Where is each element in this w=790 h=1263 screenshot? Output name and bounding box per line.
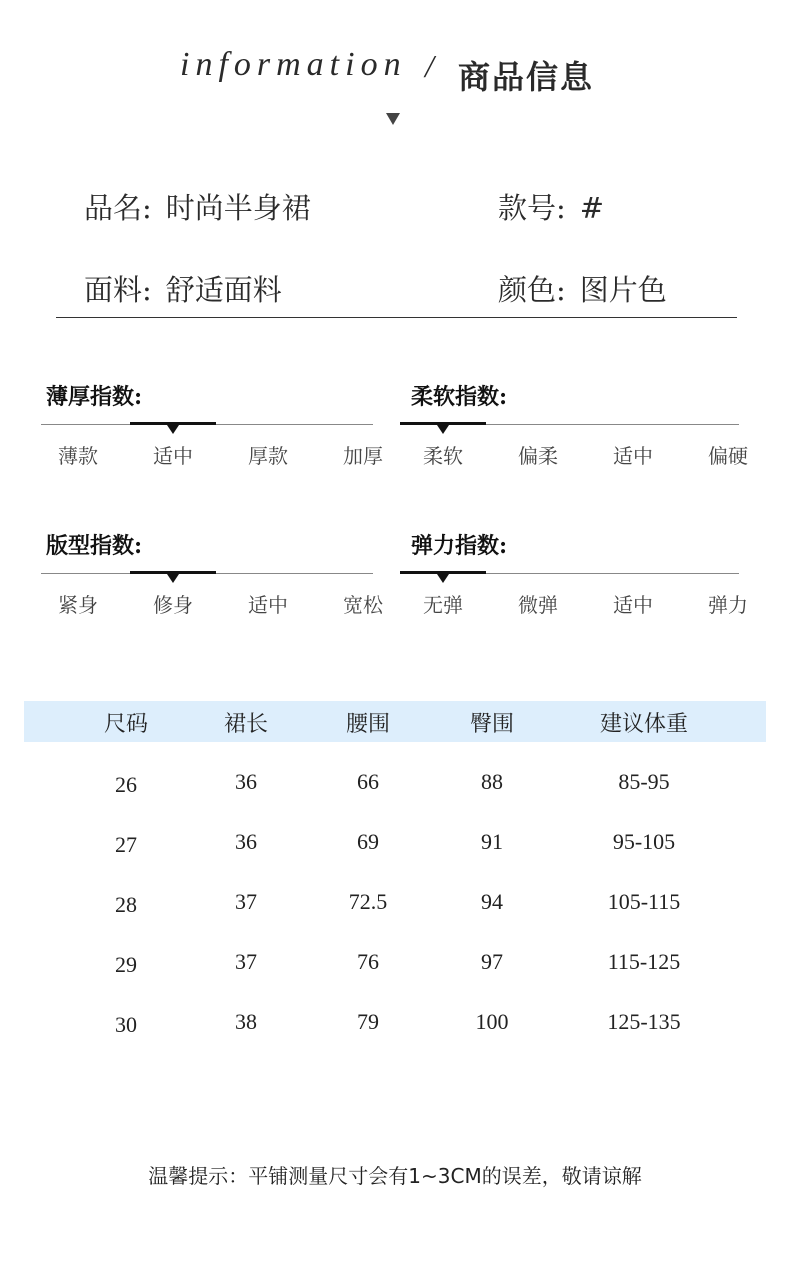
info-divider: [56, 317, 737, 318]
info-style-label: 款号:: [498, 191, 566, 225]
table-header-cell: 腰围: [345, 712, 390, 737]
table-cell: 97: [481, 949, 503, 974]
table-cell: 72.5: [348, 889, 388, 914]
table-cell: 38: [235, 1009, 257, 1034]
table-cell: 28: [115, 892, 137, 917]
index-option: 薄款: [58, 444, 98, 468]
index-title: 薄厚指数:: [46, 384, 143, 410]
info-color: [498, 268, 667, 309]
table-cell: 37: [235, 949, 257, 974]
index-option: 柔软: [423, 444, 463, 468]
index-option: 偏硬: [708, 444, 748, 468]
table-cell: 100: [475, 1009, 509, 1034]
table-cell: 95-105: [612, 829, 676, 854]
table-cell: 26: [115, 772, 137, 797]
table-cell: 30: [115, 1012, 137, 1037]
measurement-note: 温馨提示：平铺测量尺寸会有1~3CM的误差，敬请谅解: [148, 1164, 642, 1188]
table-header-cell: 裙长: [223, 712, 268, 737]
index-title: 版型指数:: [46, 533, 143, 559]
index-title: 柔软指数:: [411, 384, 508, 410]
index-title: 弹力指数:: [411, 533, 508, 559]
index-option: 适中: [613, 444, 653, 468]
header-slash: /: [425, 48, 434, 84]
header-title: 商品信息: [458, 58, 595, 96]
table-cell: 27: [115, 832, 137, 857]
info-style-value: #: [579, 191, 605, 225]
header-down-triangle-icon: [386, 113, 400, 125]
index-option: 适中: [248, 593, 288, 617]
table-cell: 88: [481, 769, 503, 794]
table-cell: 66: [357, 769, 379, 794]
index-option: 宽松: [343, 593, 383, 617]
info-name: [84, 186, 311, 227]
info-fabric: [84, 268, 282, 309]
header-script-title: information: [180, 46, 407, 83]
index-option: 微弹: [518, 593, 558, 617]
info-color-label: 颜色:: [498, 273, 566, 307]
info-name-label: 品名:: [84, 191, 152, 225]
index-option: 适中: [153, 444, 193, 468]
index-option: 加厚: [343, 444, 383, 468]
table-cell: 37: [235, 889, 257, 914]
index-option: 适中: [613, 593, 653, 617]
index-pointer-triangle-icon: [437, 574, 449, 583]
table-cell: 105-115: [607, 889, 681, 914]
table-header-cell: 建议体重: [599, 712, 688, 737]
index-pointer-triangle-icon: [167, 574, 179, 583]
table-cell: 69: [357, 829, 379, 854]
index-option: 厚款: [248, 444, 288, 468]
info-name-value: 时尚半身裙: [165, 191, 311, 225]
table-cell: 29: [115, 952, 137, 977]
info-fabric-label: 面料:: [84, 273, 152, 307]
table-cell: 76: [357, 949, 379, 974]
table-cell: 125-135: [607, 1009, 681, 1034]
info-color-value: 图片色: [579, 273, 667, 307]
table-cell: 36: [235, 769, 257, 794]
table-cell: 85-95: [618, 769, 670, 794]
index-option: 紧身: [58, 593, 98, 617]
table-cell: 79: [357, 1009, 379, 1034]
index-option: 无弹: [423, 593, 463, 617]
info-style: [498, 186, 604, 227]
index-option: 修身: [153, 593, 193, 617]
table-cell: 115-125: [607, 949, 681, 974]
table-cell: 36: [235, 829, 257, 854]
info-fabric-value: 舒适面料: [165, 273, 282, 307]
table-header-cell: 尺码: [103, 712, 148, 737]
table-cell: 94: [481, 889, 503, 914]
table-cell: 91: [481, 829, 503, 854]
index-option: 偏柔: [518, 444, 558, 468]
table-header-cell: 臀围: [469, 712, 514, 737]
index-pointer-triangle-icon: [167, 425, 179, 434]
index-option: 弹力: [708, 593, 748, 617]
index-pointer-triangle-icon: [437, 425, 449, 434]
